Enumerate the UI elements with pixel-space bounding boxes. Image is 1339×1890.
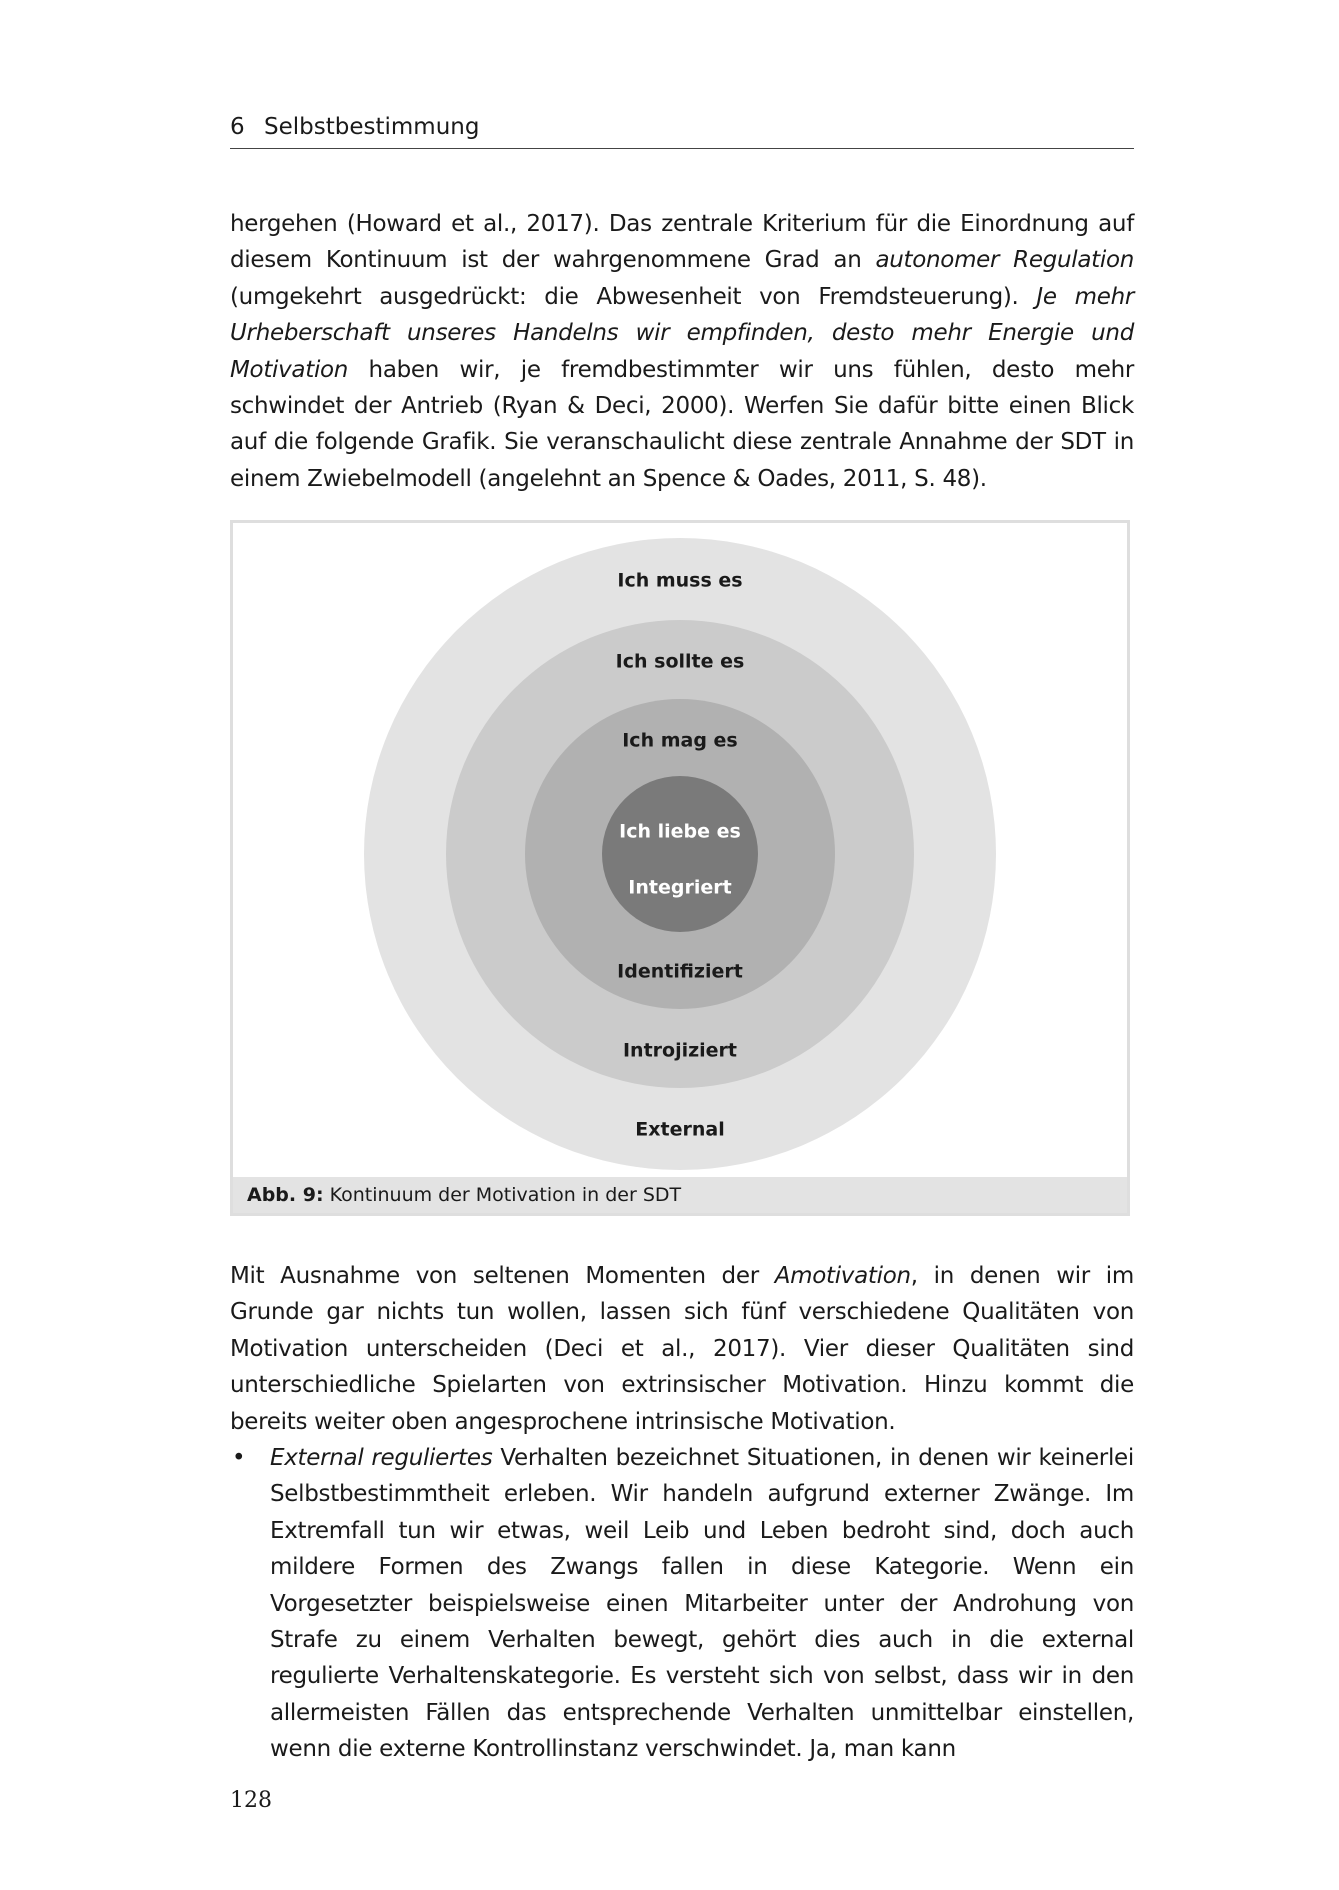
- page-number: 128: [230, 1788, 272, 1813]
- text-span: (umgekehrt ausgedrückt: die Abwesenheit von Fremdsteuerung).: [230, 283, 1037, 310]
- ring-top-label: Ich liebe es: [619, 820, 741, 843]
- ring-bottom-label: External: [635, 1118, 725, 1141]
- ring-top-label: Ich mag es: [622, 729, 738, 752]
- ring-integrated: [602, 776, 758, 932]
- chapter-title: Selbstbestimmung: [264, 114, 480, 140]
- caption-text: Kontinuum der Motivation in der SDT: [323, 1184, 682, 1206]
- text-span: haben wir, je fremdbestimmter wir uns fühlen, desto mehr schwindet der Antrieb (Ryan & Deci, 2000). Werfen Sie dafür bitte einen Blick auf die folgende Grafik. Sie veranschaulicht diese zentrale Annahme der SDT in einem Zwiebelmodell (angelehnt an Spence & Oades, 2011, S. 48).: [230, 356, 1134, 492]
- figure-onion-model: [230, 520, 1130, 1216]
- text-span: hergehen (Howard et al., 2017). Das zentrale Kriterium für die Einordnung auf diesem Kontinuum ist der wahrgenommene Grad an: [230, 211, 1134, 274]
- list-item: [230, 1440, 1134, 1768]
- italic-span: autonomer Regulation: [875, 247, 1134, 274]
- chapter-number: 6: [230, 114, 245, 140]
- ring-bottom-label: Integriert: [628, 876, 732, 899]
- running-header: [230, 110, 1134, 149]
- text-span: Mit Ausnahme von seltenen Momenten der: [230, 1263, 775, 1289]
- italic-span: External reguliertes: [270, 1445, 493, 1471]
- ring-bottom-label: Introjiziert: [622, 1039, 738, 1062]
- text-span: , in denen wir im Grunde gar nichts tun wollen, lassen sich fünf verschiedene Qualitäten von Motivation unterscheiden (Deci et al., 2017). Vier dieser Qualitäten sind unterschiedliche Spielarten von extrinsischer Motivation. Hinzu kommt die bereits weiter oben angesprochene intrinsische Motivation.: [230, 1263, 1134, 1435]
- ring-bottom-label: Identifiziert: [617, 960, 743, 983]
- figure-caption: [233, 1177, 1127, 1213]
- italic-span: Amotivation: [774, 1263, 911, 1289]
- body-paragraph-2: [230, 1258, 1134, 1440]
- caption-prefix: Abb. 9:: [247, 1184, 324, 1206]
- bullet-marker: •: [232, 1445, 246, 1471]
- ring-top-label: Ich muss es: [617, 569, 743, 592]
- text-span: Verhalten bezeichnet Situationen, in denen wir keinerlei Selbstbestimmtheit erleben. Wir handeln aufgrund externer Zwänge. Im Extremfall tun wir etwas, weil Leib und Leben bedroht sind, doch auch mildere Formen des Zwangs fallen in diese Kategorie. Wenn ein Vorgesetzter beispielsweise einen Mitarbeiter unter der Androhung von Strafe zu einem Verhalten bewegt, gehört dies auch in die external regulierte Verhaltenskategorie. Es versteht sich von selbst, dass wir in den allermeisten Fällen das entsprechende Verhalten unmittelbar einstellen, wenn die externe Kontrollinstanz verschwindet. Ja, man kann: [270, 1445, 1134, 1763]
- italic-span: Je mehr Urheberschaft unseres Handelns wir empfinden, desto mehr Energie und Motivation: [230, 283, 1135, 383]
- onion-diagram: [233, 523, 1127, 1177]
- bullet-list: [230, 1440, 1134, 1768]
- ring-top-label: Ich sollte es: [615, 650, 745, 673]
- body-paragraph-1: [230, 206, 1134, 497]
